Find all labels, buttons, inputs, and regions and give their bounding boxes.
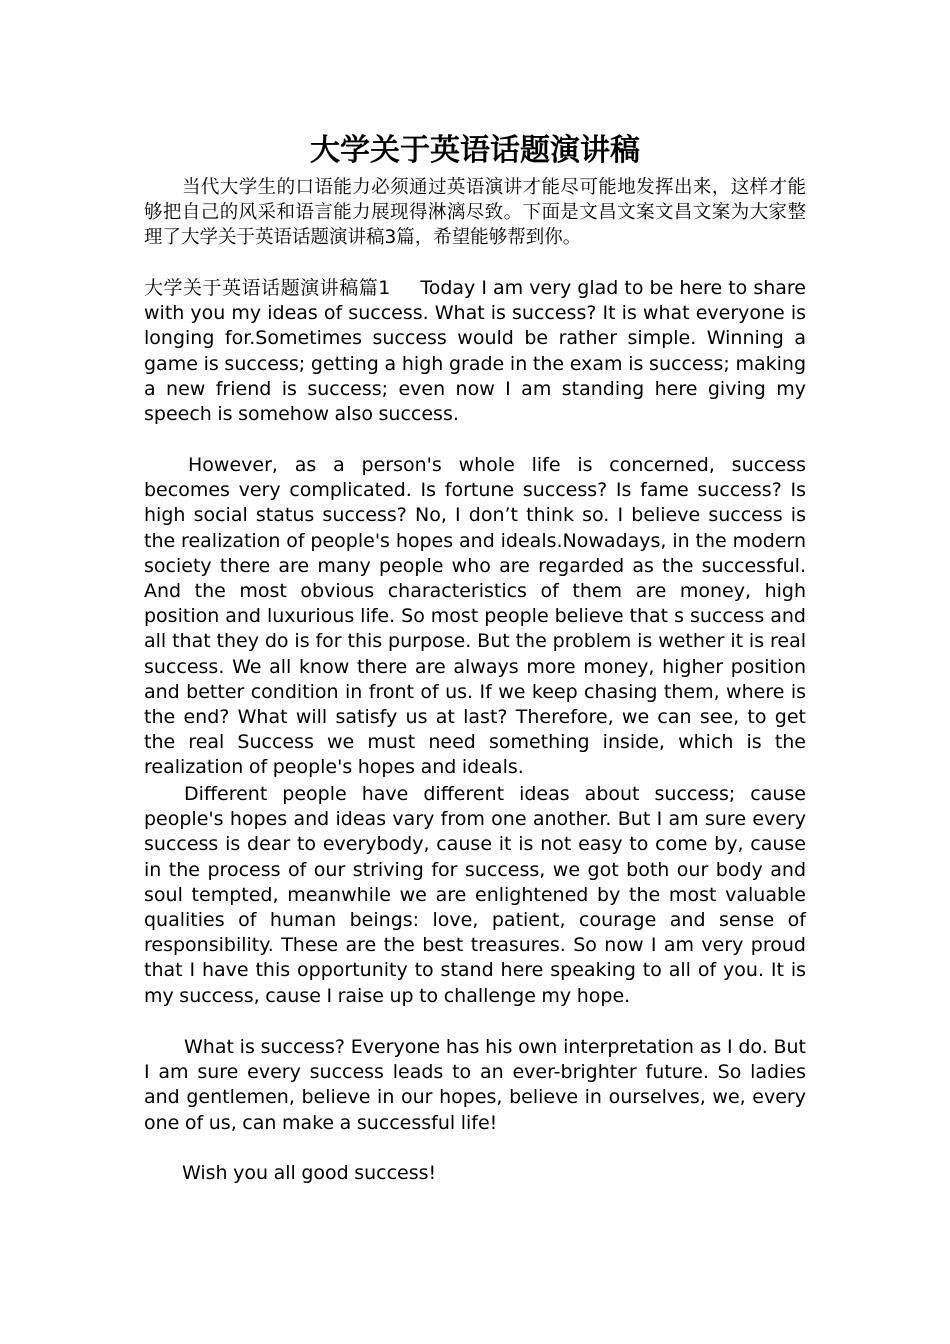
intro-paragraph: 当代大学生的口语能力必须通过英语演讲才能尽可能地发挥出来，这样才能够把自己的风采和语言能力展现得淋漓尽致。下面是文昌文案文昌文案为大家整理了大学关于英语话题演讲稿3篇，希望能够帮到你。 — [144, 177, 806, 249]
document-title: 大学关于英语话题演讲稿 — [310, 133, 640, 168]
paragraph-1 — [144, 276, 806, 427]
paragraph-4: What is success? Everyone has his own interpretation as I do. But I am sure every success leads to an ever-brighter future. So ladies and gentlemen, believe in our hopes, believe in ourselves, we, every one of us, can make a successful life! — [144, 1036, 806, 1134]
paragraph-5: Wish you all good success! — [182, 1162, 437, 1184]
paragraph-3: Different people have different ideas about success; cause people's hopes and ideas vary from one another. But I am sure every success is dear to everybody, cause it is not easy to come by, cause in the process of our striving for success, we got both our body and soul tempted, meanwhile we are enlightened by the most valuable qualities of human beings: love, patient, courage and sense of responsibility. These are the best treasures. So now I am very proud that I have this opportunity to stand here speaking to all of you. It is my success, cause I raise up to challenge my hope. — [144, 783, 806, 1007]
paragraph-2: However, as a person's whole life is concerned, success becomes very complicated. Is fortune success? Is fame success? Is high social status success? No, I don’t think so. I believe success is the realization of people's hopes and ideals.Nowadays, in the modern society there are many people who are regarded as the successful. And the most obvious characteristics of them are money, high position and luxurious life. So most people believe that s success and all that they do is for this purpose. But the problem is wether it is real success. We all know there are always more money, higher position and better condition in front of us. If we keep chasing them, where is the end? What will satisfy us at last? Therefore, we can see, to get the real Success we must need something inside, which is the realization of people's hopes and ideals. — [144, 454, 806, 779]
section-heading: 大学关于英语话题演讲稿篇1 — [144, 277, 391, 299]
paragraph-1-text: Today I am very glad to be here to share with you my ideas of success. What is success? It is what everyone is longing for.Sometimes success would be rather simple. Winning a game is success; getting a high grade in the exam is success; making a new friend is success; even now I am standing here giving my speech is somehow also success. — [144, 277, 806, 426]
